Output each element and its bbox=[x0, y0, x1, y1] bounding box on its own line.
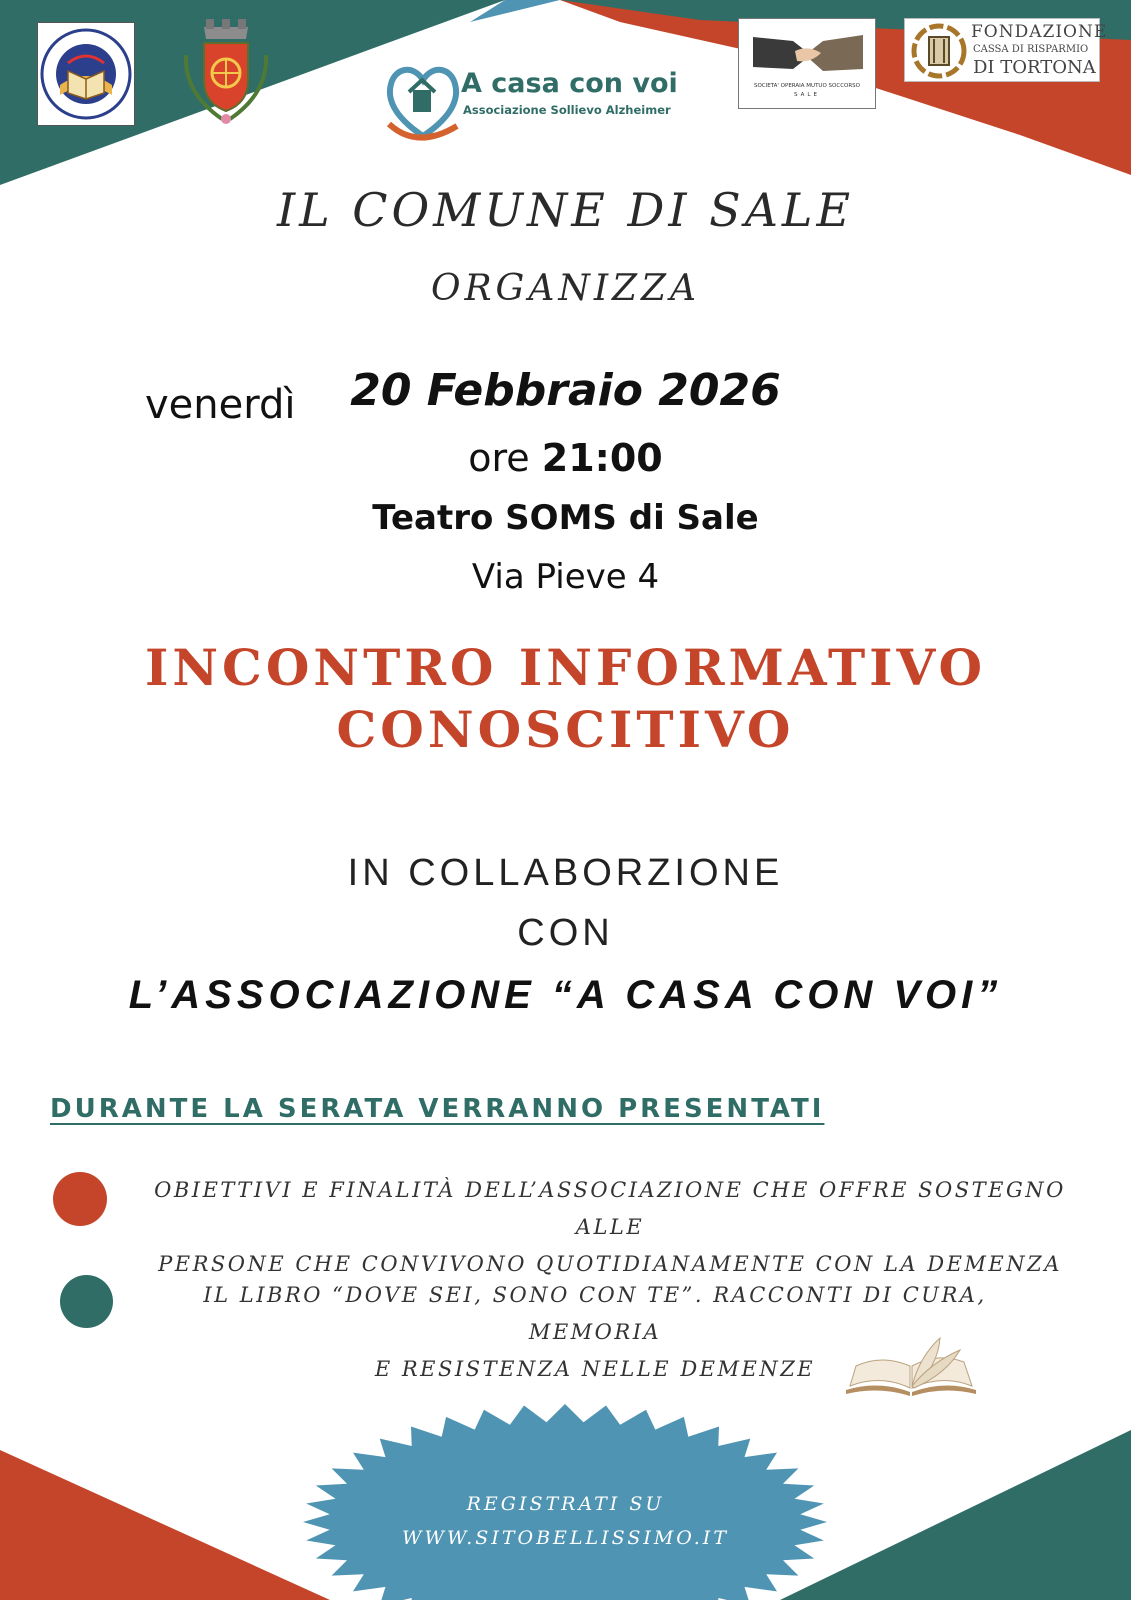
fondazione-logo bbox=[904, 18, 1108, 82]
collab-line2: CON bbox=[517, 912, 614, 954]
association-logo bbox=[383, 58, 693, 150]
footer-website-link[interactable]: WWW.SITOBELLISSIMO.IT bbox=[402, 1527, 729, 1549]
event-date: 20 Febbraio 2026 bbox=[350, 365, 781, 416]
soms-caption: SOCIETA' OPERAIA MUTUO SOCCORSO bbox=[753, 83, 861, 89]
comune-seal-logo bbox=[37, 22, 135, 126]
event-address: Via Pieve 4 bbox=[471, 557, 660, 597]
comune-seal-icon bbox=[38, 23, 134, 125]
bullet-item-2-line1: IL LIBRO “DOVE SEI, SONO CON TE”. RACCONTI DI CURA, MEMORIA bbox=[203, 1283, 987, 1344]
bullet-item-1-line1: OBIETTIVI E FINALITÀ DELL’ASSOCIAZIONE CHE OFFRE SOSTEGNO ALLE bbox=[154, 1178, 1066, 1239]
fondazione-line3: DI TORTONA bbox=[973, 57, 1096, 78]
heart-house-icon bbox=[383, 58, 463, 146]
collab-line3: L’ASSOCIAZIONE “A CASA CON VOI” bbox=[128, 973, 1003, 1017]
bullet-item-2-line2: E RESISTENZA NELLE DEMENZE bbox=[374, 1357, 816, 1381]
page-title: IL COMUNE DI SALE bbox=[276, 183, 855, 237]
page-subtitle: ORGANIZZA bbox=[430, 268, 701, 309]
event-time-prefix: ore bbox=[468, 436, 530, 480]
event-weekday: venerdì bbox=[145, 382, 296, 428]
fondazione-emblem-icon bbox=[909, 23, 969, 79]
fondazione-line2: CASSA DI RISPARMIO bbox=[973, 44, 1089, 55]
headline-line2: CONOSCITIVO bbox=[336, 700, 795, 759]
association-subtitle: Associazione Sollievo Alzheimer bbox=[463, 103, 671, 117]
bullet-item-1 bbox=[140, 1172, 1080, 1283]
association-name: A casa con voi bbox=[461, 68, 678, 99]
collab-line1: IN COLLABORZIONE bbox=[347, 852, 784, 894]
coat-of-arms-icon bbox=[176, 15, 276, 127]
soms-logo bbox=[738, 18, 876, 109]
bullet-dot-teal bbox=[60, 1275, 113, 1328]
headline-line1: INCONTRO INFORMATIVO bbox=[144, 638, 987, 697]
event-time bbox=[0, 436, 1131, 480]
footer-register-label: REGISTRATI SU bbox=[466, 1493, 665, 1515]
bullet-dot-orange bbox=[53, 1172, 107, 1226]
section-heading: DURANTE LA SERATA VERRANNO PRESENTATI bbox=[50, 1094, 825, 1124]
handshake-icon bbox=[753, 27, 863, 79]
coat-of-arms-logo bbox=[176, 15, 276, 127]
bullet-item-1-line2: PERSONE CHE CONVIVONO QUOTIDIANAMENTE CON LA DEMENZA bbox=[158, 1252, 1062, 1276]
open-book-icon bbox=[842, 1336, 980, 1398]
fondazione-line1: FONDAZIONE bbox=[971, 22, 1108, 42]
event-venue: Teatro SOMS di Sale bbox=[372, 498, 759, 538]
event-time-value: 21:00 bbox=[541, 436, 663, 480]
soms-sub: SALE bbox=[794, 92, 820, 98]
